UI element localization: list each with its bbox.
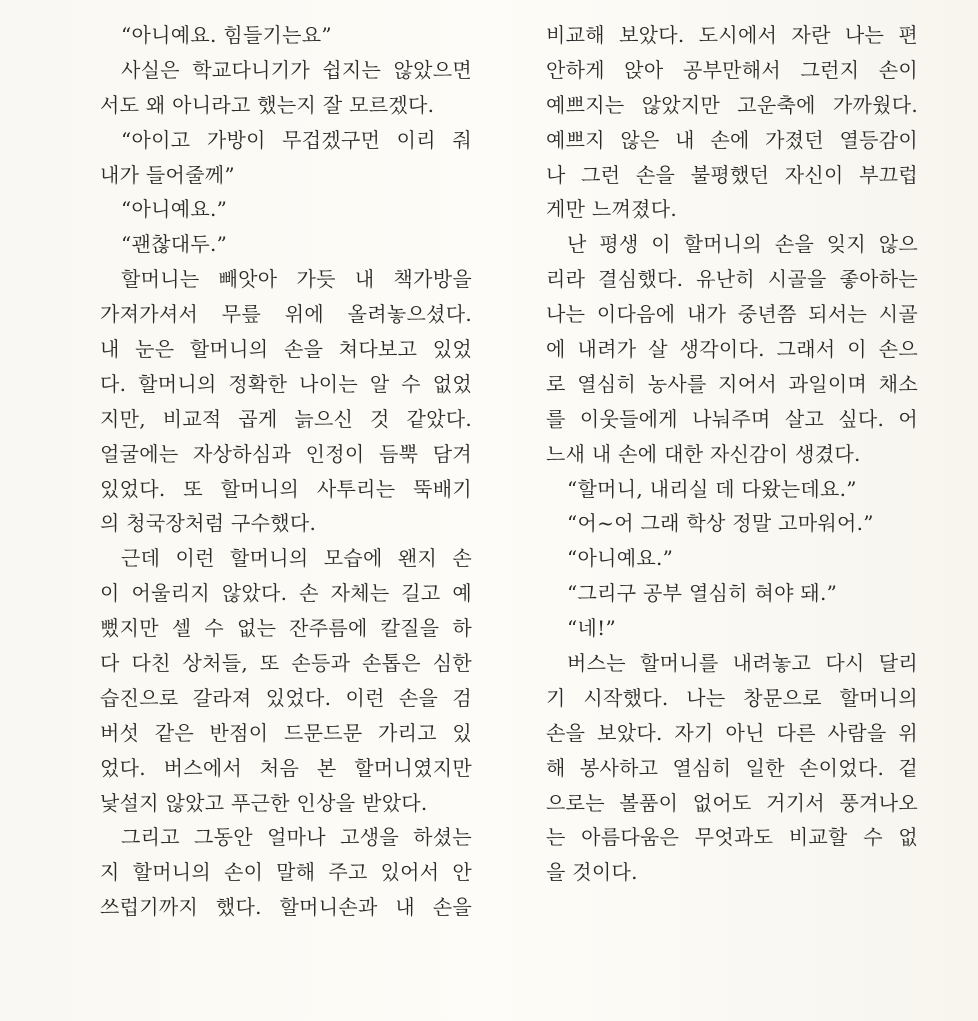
text-line: 쓰럽기까지 했다. 할머니손과 내 손을 xyxy=(100,895,472,920)
text-line: 예쁘지 않은 내 손에 가졌던 열등감이 xyxy=(546,127,918,152)
text-line: 비교해 보았다. 도시에서 자란 나는 편 xyxy=(546,23,918,47)
text-line: 내가 들어줄께” xyxy=(100,162,235,187)
text-line: 나는 이다음에 내가 중년쯤 되서는 시골 xyxy=(546,302,918,327)
text-line: 사실은 학교다니기가 쉽지는 않았으면 xyxy=(121,57,472,82)
text-line: 나 그런 손을 불평했던 자신이 부끄럽 xyxy=(546,162,918,187)
left-text-column xyxy=(100,18,472,925)
text-line: 를 이웃들에게 나눠주며 살고 싶다. 어 xyxy=(546,406,918,431)
text-line: 얼굴에는 자상하심과 인정이 듬뿍 담겨 xyxy=(100,441,472,466)
text-line: 내 눈은 할머니의 손을 쳐다보고 있었 xyxy=(100,337,472,362)
text-line: 그리고 그동안 얼마나 고생을 하셨는 xyxy=(121,825,472,850)
text-line: 으로는 볼품이 없어도 거기서 풍겨나오 xyxy=(546,790,918,815)
text-line: “아니예요.” xyxy=(567,546,674,571)
text-line: 지만, 비교적 곱게 늙으신 것 같았다. xyxy=(100,406,472,431)
text-line: “괜찮대두.” xyxy=(121,232,228,257)
text-line: “아니예요.” xyxy=(121,197,228,222)
text-line: 었다. 버스에서 처음 본 할머니였지만 xyxy=(100,755,472,780)
text-line: “어~어 그래 학상 정말 고마워어.” xyxy=(567,511,874,536)
text-line: 예쁘지는 않았지만 고운축에 가까웠다. xyxy=(546,92,918,117)
text-line: 해 봉사하고 열심히 일한 손이었다. 겉 xyxy=(546,755,918,780)
text-line: 근데 이런 할머니의 모습에 왠지 손 xyxy=(121,546,472,571)
text-line: 의 청국장처럼 구수했다. xyxy=(100,511,317,536)
text-line: 안하게 앉아 공부만해서 그런지 손이 xyxy=(546,57,918,82)
text-line: 이 어울리지 않았다. 손 자체는 길고 예 xyxy=(100,581,472,606)
text-line: 에 내려가 살 생각이다. 그래서 이 손으 xyxy=(546,337,918,362)
text-line: 기 시작했다. 나는 창문으로 할머니의 xyxy=(546,685,918,710)
text-line: “그리구 공부 열심히 혀야 돼.” xyxy=(567,581,838,606)
text-line: 서도 왜 아니라고 했는지 잘 모르겠다. xyxy=(100,92,435,117)
text-line: 느새 내 손에 대한 자신감이 생겼다. xyxy=(546,441,861,466)
text-line: 로 열심히 농사를 지어서 과일이며 채소 xyxy=(546,371,918,396)
text-line: 리라 결심했다. 유난히 시골을 좋아하는 xyxy=(546,267,918,292)
text-line: “아이고 가방이 무겁겠구먼 이리 줘 xyxy=(121,127,472,152)
right-text-column xyxy=(546,18,918,890)
text-line: 습진으로 갈라져 있었다. 이런 손을 검 xyxy=(100,685,472,710)
text-line: 난 평생 이 할머니의 손을 잊지 않으 xyxy=(567,232,918,257)
text-line: 지 할머니의 손이 말해 주고 있어서 안 xyxy=(100,860,472,885)
text-line: “아니예요. 힘들기는요” xyxy=(121,23,332,47)
text-line: 뻤지만 셀 수 없는 잔주름에 칼질을 하 xyxy=(100,616,472,641)
text-line: 가져가셔서 무릎 위에 올려놓으셨다. xyxy=(100,302,472,327)
text-line: “할머니, 내리실 데 다왔는데요.” xyxy=(567,476,857,501)
text-line: 버스는 할머니를 내려놓고 다시 달리 xyxy=(567,651,918,676)
text-line: “네!” xyxy=(567,616,617,641)
text-line: 손을 보았다. 자기 아닌 다른 사람을 위 xyxy=(546,720,918,745)
text-line: 을 것이다. xyxy=(546,860,638,885)
text-line: 게만 느껴졌다. xyxy=(546,197,678,222)
text-line: 다. 할머니의 정확한 나이는 알 수 없었 xyxy=(100,371,472,396)
text-line: 버섯 같은 반점이 드문드문 가리고 있 xyxy=(100,720,472,745)
text-line: 다 다친 상처들, 또 손등과 손톱은 심한 xyxy=(100,651,472,676)
text-line: 있었다. 또 할머니의 사투리는 뚝배기 xyxy=(100,476,472,501)
text-line: 는 아름다움은 무엇과도 비교할 수 없 xyxy=(546,825,918,850)
text-line: 할머니는 빼앗아 가듯 내 책가방을 xyxy=(121,267,472,292)
text-line: 낯설지 않았고 푸근한 인상을 받았다. xyxy=(100,790,428,815)
